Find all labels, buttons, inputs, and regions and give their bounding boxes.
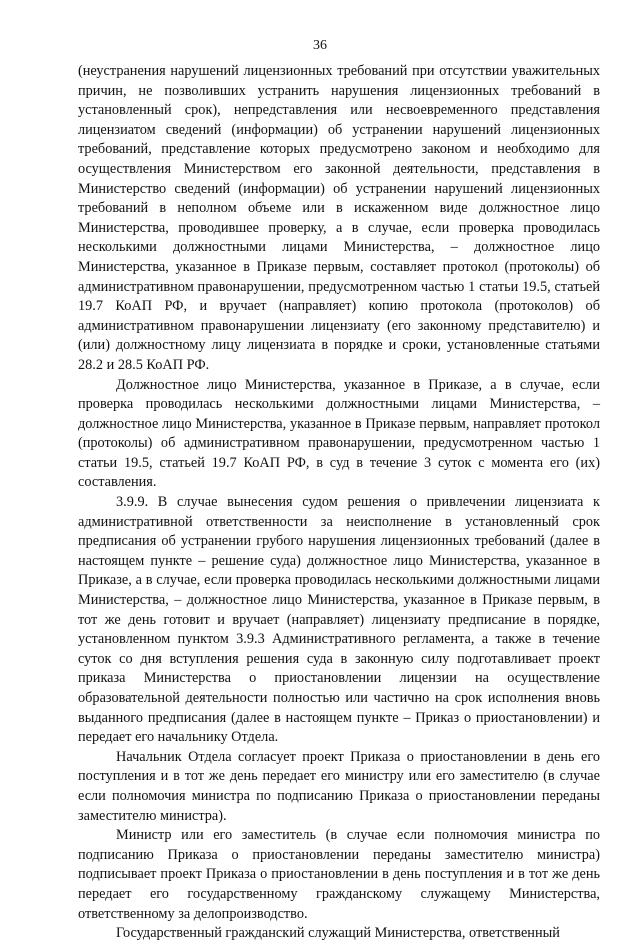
- page-number: 36: [313, 38, 327, 53]
- paragraph-last: Государственный гражданский служащий Министерства, ответственный: [116, 925, 560, 942]
- paragraph-3-9-9: 3.9.9. В случае вынесения судом решения о привлечении лицензиата к административной ответственности за неисполнение в установленный срок предписания об устранении грубого нарушения лицензионных требований (далее в настоящем пункте – решение суда) должностное лицо Министерства, указанное в Приказе, а в случае, если проверка проводилась несколькими должностными лицами Министерства, – должностное лицо Министерства, указанное в Приказе первым, в тот же день готовит и вручает (направляет) лицензиату предписание в порядке, установленном пунктом 3.9.3 Административного регламента, а также в течение суток со дня вступления решения суда в законную силу подготавливает проект приказа Министерства о приостановлении лицензии на осуществление образовательной деятельности полностью или частично на срок исполнения вновь выданного предписания (далее в настоящем пункте – Приказ о приостановлении) и передает его начальнику Отдела.: [78, 494, 600, 746]
- paragraph: Должностное лицо Министерства, указанное в Приказе, а в случае, если проверка проводилась несколькими должностными лицами Министерства, – должностное лицо Министерства, указанное в Приказе первым, направляет протокол (протоколы) об административном правонарушении, предусмотренном частью 1 статьи 19.5, статьей 19.7 КоАП РФ, в суд в течение 3 суток с момента его (их) составления.: [78, 376, 600, 491]
- document-body: [78, 62, 600, 944]
- paragraph: Министр или его заместитель (в случае если полномочия министра по подписанию Приказа о приостановлении переданы заместителю министра) подписывает проект Приказа о приостановлении в день поступления и в тот же день передает его государственному гражданскому служащему Министерства, ответственному за делопроизводство.: [78, 827, 600, 922]
- paragraph: Начальник Отдела согласует проект Приказа о приостановлении в день его поступления и в тот же день передает его министру или его заместителю (в случае если полномочия министра по подписанию Приказа о приостановлении переданы заместителю министра).: [78, 748, 600, 824]
- paragraph-continuation: (неустранения нарушений лицензионных требований при отсутствии уважительных причин, не позволивших устранить нарушения лицензионных требований в установленный срок), непредставления или несвоевременного представления лицензиатом сведений (информации) об устранении нарушений лицензионных требований, представление которых предусмотрено законом и необходимо для осуществления Министерством его законной деятельности, представления в Министерство сведений (информации) об устранении нарушений лицензионных требований в неполном объеме или в искаженном виде должностное лицо Министерства, проводившее проверку, а в случае, если проверка проводилась несколькими должностными лицами Министерства, – должностное лицо Министерства, указанное в Приказе первым, составляет протокол (протоколы) об административном правонарушении, предусмотренном частью 1 статьи 19.5, статьей 19.7 КоАП РФ, и вручает (направляет) копию протокола (протоколов) об административном правонарушении лицензиату (его законному представителю) и (или) должностному лицу лицензиата в порядке и сроки, установленные статьями 28.2 и 28.5 КоАП РФ.: [78, 63, 600, 373]
